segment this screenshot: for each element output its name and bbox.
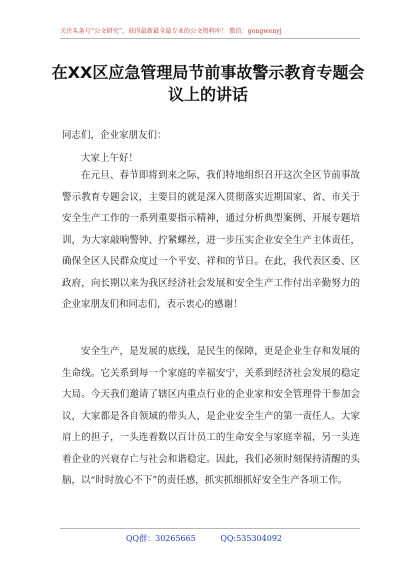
header-promo-note: 关注头条号“公文研究”，获得最新最全最专业的公文资料库！ 微信：gongwenyj bbox=[60, 28, 282, 35]
body-paragraph-1: 在元旦、春节即将到来之际，我们特地组织召开这次全区节前事故警示教育专题会议，主要目的就是深入贯彻落实近期国家、省、市关于安全生产工作的一系列重要指示精神，通过分析典型案例、开展专题培训，为大家敲响警钟、拧紧螺丝，进一步压实企业安全生产主体责任，确保全区人民群众度过一个平安、祥和的节日。在此，我代表区委、区政府，向长期以来为我区经济社会发展和安全生产工作付出辛勤努力的企业家朋友们和同志们，表示衷心的感谢！ bbox=[62, 170, 360, 310]
footer-qq-group: QQ群：30265665 bbox=[125, 534, 196, 543]
footer-qq: QQ:535304092 bbox=[220, 534, 282, 543]
footer-divider bbox=[60, 528, 360, 529]
page-title: 在XX区应急管理局节前事故警示教育专题会议上的讲话 bbox=[51, 63, 365, 104]
header-divider bbox=[60, 38, 360, 39]
footer-contacts bbox=[0, 533, 408, 544]
salutation: 同志们，企业家朋友们： bbox=[62, 130, 167, 141]
body-paragraph-2: 安全生产，是发展的底线，是民生的保障，更是企业生存和发展的生命线。它关系到每一个家庭的幸福安宁，关系到经济社会发展的稳定大局。今天我们邀请了辖区内重点行业的企业家和安全管理骨干参加会议，大家都是各自领域的带头人，是企业安全生产的第一责任人。大家肩上的担子，一头连着数以百计员工的生命安全与家庭幸福，另一头连着企业的兴衰存亡与社会和谐稳定。因此，我们必须时刻保持清醒的头脑，以“时时放心不下”的责任感，抓实抓细抓好安全生产各项工作。 bbox=[62, 346, 360, 486]
greeting: 大家上午好！ bbox=[81, 153, 139, 164]
